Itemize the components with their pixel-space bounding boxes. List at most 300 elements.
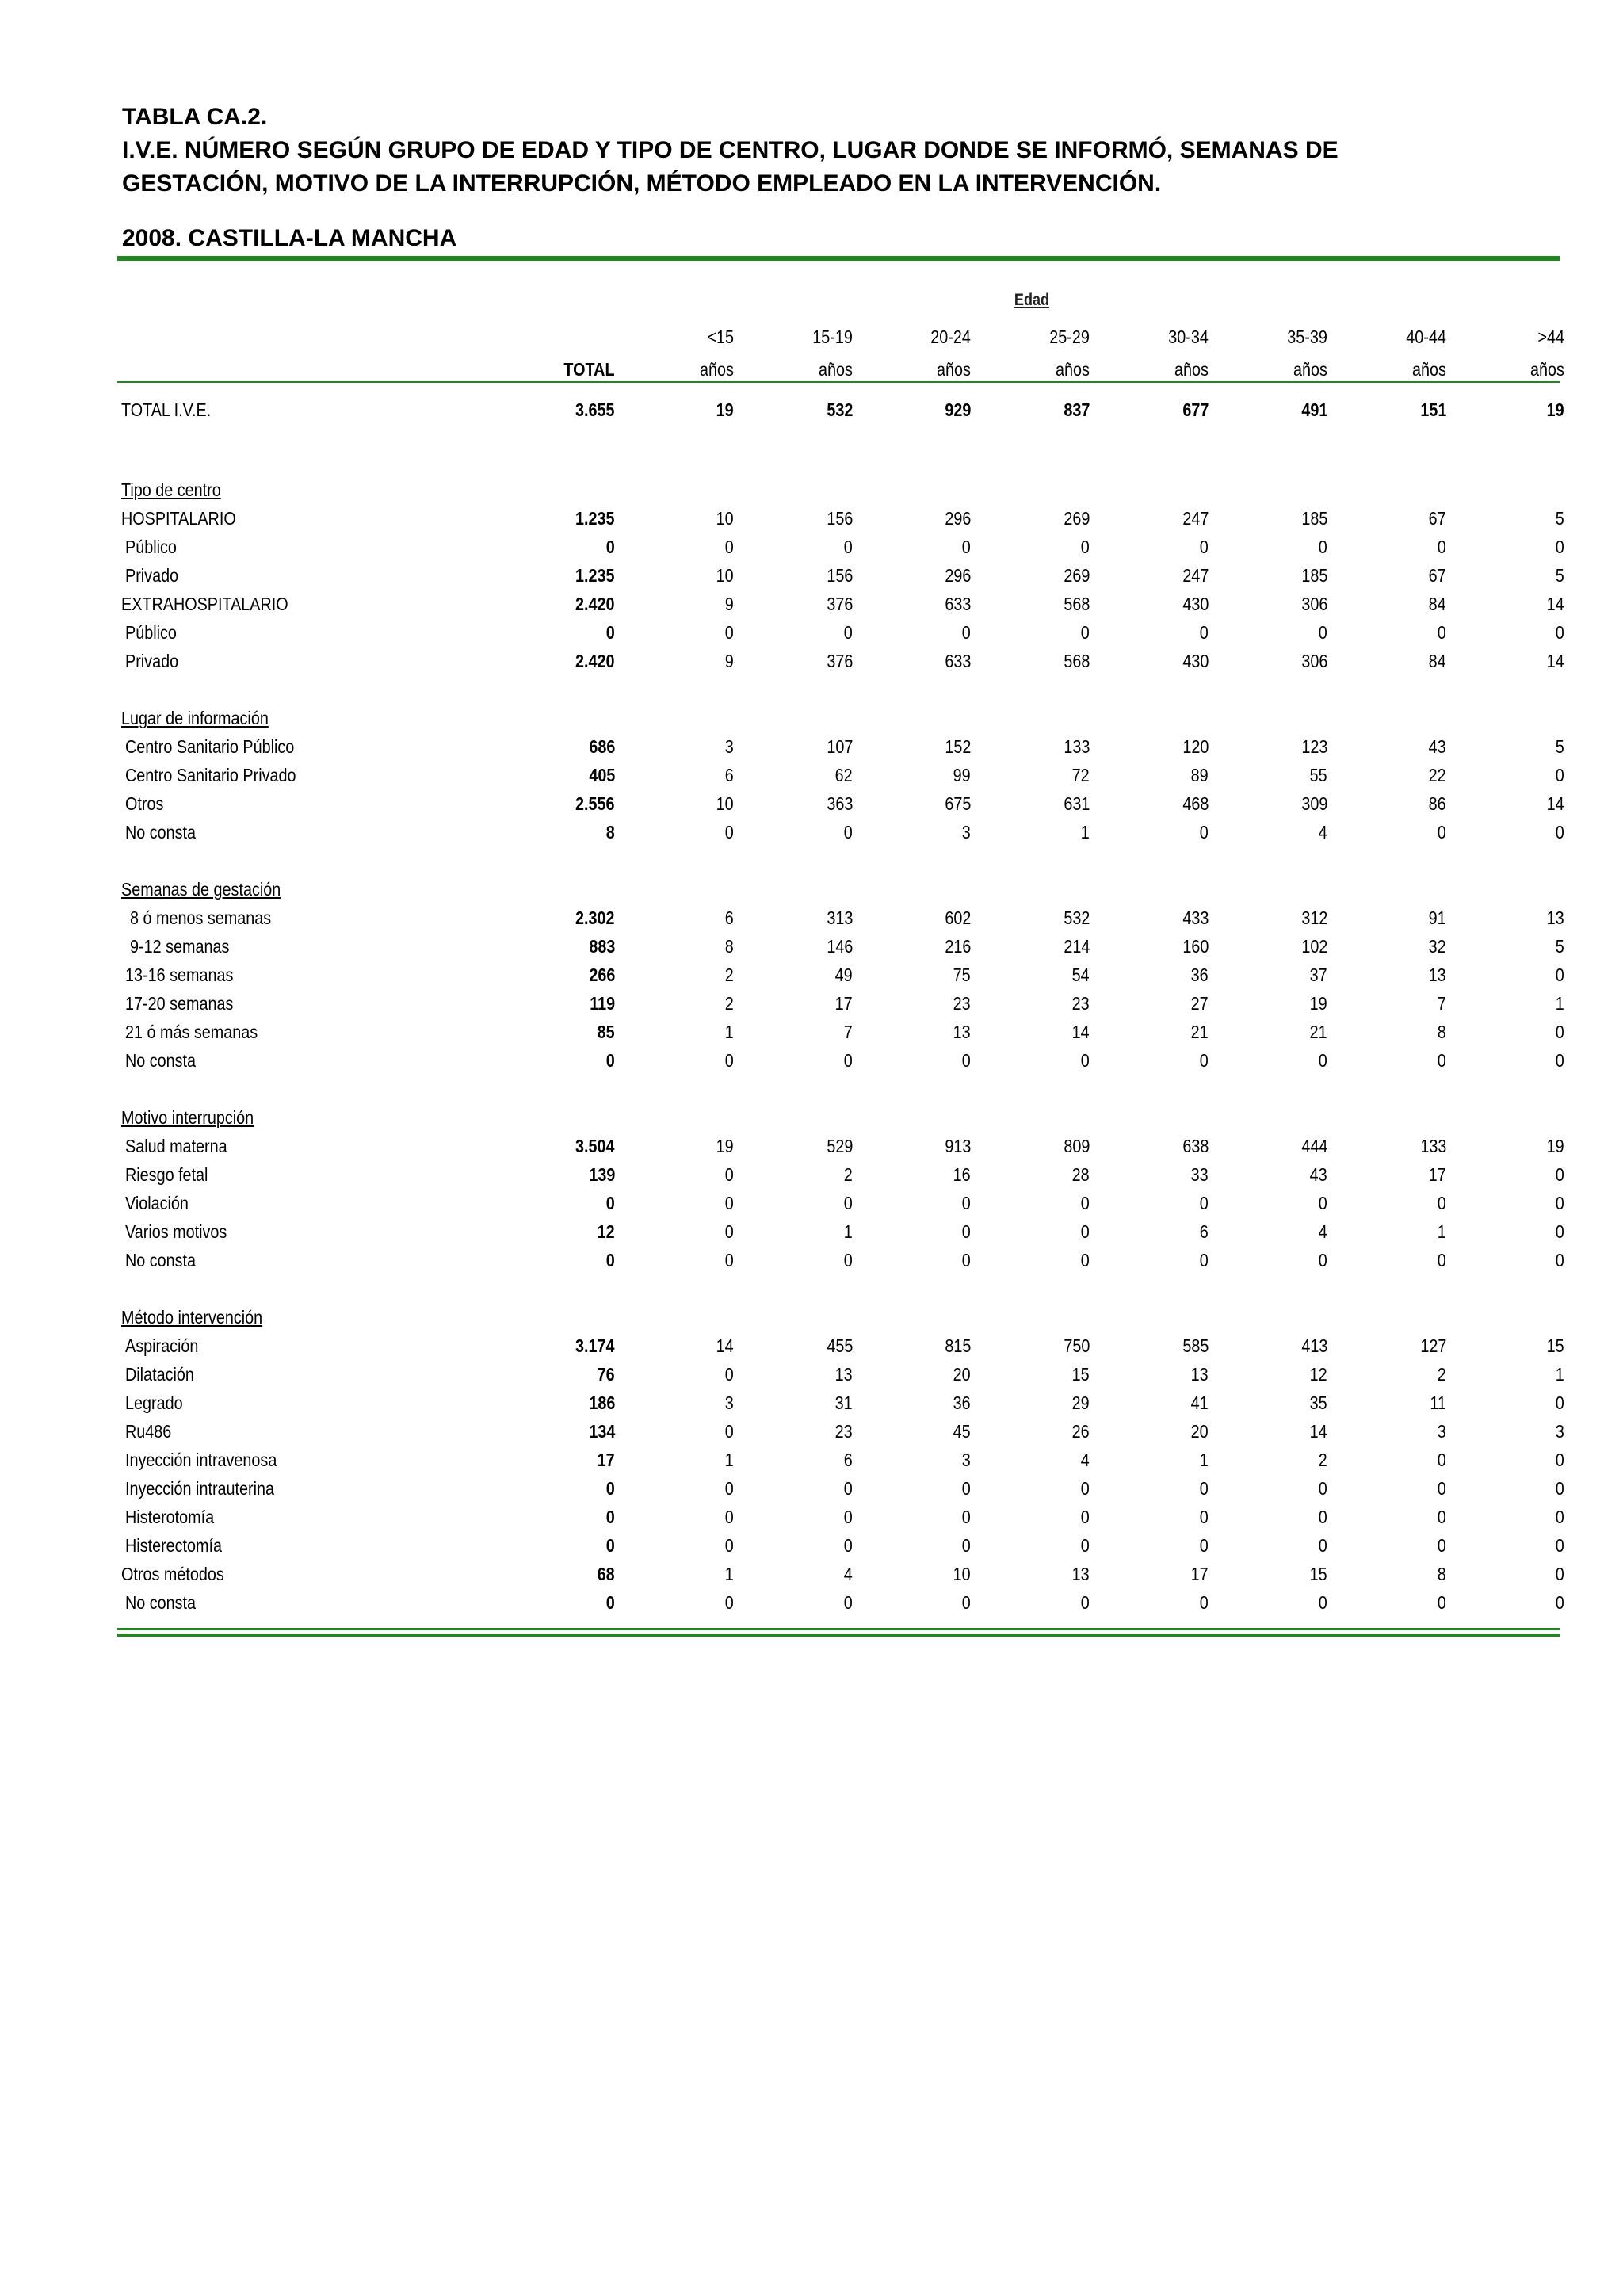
table-cell: 2 xyxy=(724,965,734,985)
table-cell: 0 xyxy=(1437,1507,1446,1527)
table-cell: 37 xyxy=(1309,965,1327,985)
row-label: Centro Sanitario Privado xyxy=(125,765,296,785)
table-cell: 29 xyxy=(1071,1392,1090,1413)
table-cell: 309 xyxy=(1300,793,1327,814)
table-cell: 160 xyxy=(1182,936,1209,957)
table-cell: 0 xyxy=(1437,1193,1446,1213)
table-cell: 0 xyxy=(1318,1592,1327,1613)
table-cell: 1 xyxy=(724,1450,734,1470)
table-cell: 14 xyxy=(1071,1022,1090,1042)
table-cell: 0 xyxy=(1080,1250,1090,1270)
table-cell: 19 xyxy=(1546,399,1564,420)
age-group-label: 30-34 xyxy=(1168,327,1209,347)
table-cell: 156 xyxy=(826,565,853,586)
table-cell: 21 xyxy=(1309,1022,1327,1042)
table-cell: 296 xyxy=(944,508,971,529)
table-cell: 0 xyxy=(1080,537,1090,557)
table-cell: 247 xyxy=(1182,508,1209,529)
table-cell: 0 xyxy=(1318,622,1327,643)
table-cell: 1 xyxy=(724,1564,734,1584)
year-region-subtitle: 2008. CASTILLA-LA MANCHA xyxy=(122,225,457,251)
table-cell: 532 xyxy=(1063,907,1090,928)
table-cell: 0 xyxy=(1437,537,1446,557)
table-cell: 0 xyxy=(1555,1221,1564,1242)
table-cell: 1 xyxy=(843,1221,853,1242)
table-cell: 0 xyxy=(1555,1050,1564,1071)
table-cell: 10 xyxy=(716,565,734,586)
table-cell: 156 xyxy=(826,508,853,529)
table-cell: 3 xyxy=(961,1450,971,1470)
table-cell: 0 xyxy=(1318,1050,1327,1071)
row-label: Privado xyxy=(125,651,179,671)
table-cell: 32 xyxy=(1428,936,1446,957)
table-cell: 67 xyxy=(1428,508,1446,529)
table-cell: 306 xyxy=(1300,594,1327,614)
table-cell: 0 xyxy=(1199,1250,1209,1270)
table-cell: 0 xyxy=(724,1507,734,1527)
table-cell: 19 xyxy=(716,399,734,420)
table-cell: 84 xyxy=(1428,651,1446,671)
table-cell: 6 xyxy=(724,907,734,928)
table-cell: 8 xyxy=(1437,1564,1446,1584)
table-cell: 296 xyxy=(944,565,971,586)
table-cell: 0 xyxy=(1080,1193,1090,1213)
table-cell: 444 xyxy=(1300,1136,1327,1156)
table-cell: 0 xyxy=(1555,1535,1564,1556)
age-unit-label: años xyxy=(819,359,853,380)
table-title-line-1: I.V.E. NÚMERO SEGÚN GRUPO DE EDAD Y TIPO DE CENTRO, LUGAR DONDE SE INFORMÓ, SEMANAS DE xyxy=(122,137,1338,163)
row-total-cell: 3.174 xyxy=(575,1335,615,1356)
table-cell: 21 xyxy=(1190,1022,1209,1042)
row-label: Público xyxy=(125,537,177,557)
table-cell: 0 xyxy=(843,537,853,557)
table-cell: 3 xyxy=(724,1392,734,1413)
table-cell: 13 xyxy=(1071,1564,1090,1584)
row-total-cell: 0 xyxy=(605,1592,615,1613)
table-cell: 43 xyxy=(1428,736,1446,757)
row-total-cell: 0 xyxy=(605,1507,615,1527)
row-label: Riesgo fetal xyxy=(125,1164,208,1185)
table-cell: 0 xyxy=(724,1421,734,1442)
table-cell: 0 xyxy=(843,1250,853,1270)
table-cell: 929 xyxy=(944,399,971,420)
table-cell: 0 xyxy=(1318,1193,1327,1213)
table-cell: 0 xyxy=(724,622,734,643)
row-total-cell: 68 xyxy=(597,1564,615,1584)
row-label: 13-16 semanas xyxy=(125,965,234,985)
table-cell: 133 xyxy=(1063,736,1090,757)
table-cell: 0 xyxy=(724,1250,734,1270)
row-label: Otros métodos xyxy=(121,1564,224,1584)
table-cell: 0 xyxy=(1555,1478,1564,1499)
table-cell: 13 xyxy=(1428,965,1446,985)
table-cell: 0 xyxy=(1199,1193,1209,1213)
table-cell: 4 xyxy=(843,1564,853,1584)
table-cell: 36 xyxy=(1190,965,1209,985)
table-cell: 0 xyxy=(1555,1592,1564,1613)
table-cell: 15 xyxy=(1071,1364,1090,1385)
table-cell: 17 xyxy=(1190,1564,1209,1584)
table-cell: 376 xyxy=(826,651,853,671)
table-cell: 0 xyxy=(1199,1478,1209,1499)
table-cell: 430 xyxy=(1182,594,1209,614)
table-cell: 20 xyxy=(953,1364,971,1385)
section-heading: Motivo interrupción xyxy=(121,1107,254,1128)
age-group-header: Edad xyxy=(1014,291,1050,309)
table-cell: 0 xyxy=(1199,1507,1209,1527)
row-label: Público xyxy=(125,622,177,643)
table-cell: 0 xyxy=(961,622,971,643)
table-cell: 0 xyxy=(843,1507,853,1527)
table-cell: 0 xyxy=(1318,1478,1327,1499)
table-cell: 0 xyxy=(724,1535,734,1556)
table-cell: 0 xyxy=(1437,1250,1446,1270)
table-cell: 313 xyxy=(826,907,853,928)
row-total-cell: 2.420 xyxy=(575,594,615,614)
table-cell: 151 xyxy=(1419,399,1446,420)
table-cell: 19 xyxy=(1309,993,1327,1014)
table-cell: 0 xyxy=(961,1478,971,1499)
table-cell: 0 xyxy=(1555,822,1564,842)
age-unit-label: años xyxy=(1530,359,1564,380)
row-total-cell: 12 xyxy=(597,1221,615,1242)
row-label: Ru486 xyxy=(125,1421,172,1442)
table-cell: 13 xyxy=(1546,907,1564,928)
table-cell: 7 xyxy=(1437,993,1446,1014)
table-cell: 22 xyxy=(1428,765,1446,785)
row-label: Legrado xyxy=(125,1392,183,1413)
table-cell: 3 xyxy=(1437,1421,1446,1442)
age-group-label: 25-29 xyxy=(1049,327,1090,347)
bottom-rule xyxy=(117,1628,1560,1630)
table-cell: 455 xyxy=(826,1335,853,1356)
row-total-cell: 1.235 xyxy=(575,508,615,529)
age-unit-label: años xyxy=(937,359,971,380)
table-cell: 677 xyxy=(1182,399,1209,420)
table-cell: 67 xyxy=(1428,565,1446,586)
table-cell: 75 xyxy=(953,965,971,985)
table-cell: 0 xyxy=(1437,622,1446,643)
row-total-cell: 0 xyxy=(605,1478,615,1499)
table-cell: 532 xyxy=(826,399,853,420)
table-cell: 185 xyxy=(1300,565,1327,586)
row-label: 21 ó más semanas xyxy=(125,1022,258,1042)
table-cell: 585 xyxy=(1182,1335,1209,1356)
header-rule xyxy=(117,381,1560,383)
table-cell: 26 xyxy=(1071,1421,1090,1442)
table-cell: 31 xyxy=(834,1392,853,1413)
row-label: EXTRAHOSPITALARIO xyxy=(121,594,288,614)
row-label: Dilatación xyxy=(125,1364,194,1385)
table-cell: 0 xyxy=(724,1193,734,1213)
table-cell: 41 xyxy=(1190,1392,1209,1413)
table-cell: 0 xyxy=(724,1592,734,1613)
table-cell: 3 xyxy=(961,822,971,842)
table-cell: 33 xyxy=(1190,1164,1209,1185)
table-cell: 0 xyxy=(1437,1050,1446,1071)
section-heading: Tipo de centro xyxy=(121,479,221,500)
table-cell: 0 xyxy=(1199,1050,1209,1071)
age-unit-label: años xyxy=(700,359,734,380)
row-total-cell: 1.235 xyxy=(575,565,615,586)
table-cell: 1 xyxy=(1199,1450,1209,1470)
table-cell: 0 xyxy=(724,822,734,842)
table-cell: 433 xyxy=(1182,907,1209,928)
section-heading: Semanas de gestación xyxy=(121,879,281,900)
table-cell: 0 xyxy=(724,537,734,557)
table-cell: 16 xyxy=(953,1164,971,1185)
table-cell: 0 xyxy=(1080,1507,1090,1527)
row-total-cell: 405 xyxy=(588,765,615,785)
table-cell: 20 xyxy=(1190,1421,1209,1442)
row-total-cell: 119 xyxy=(590,993,615,1014)
table-cell: 1 xyxy=(1080,822,1090,842)
table-cell: 0 xyxy=(1199,1592,1209,1613)
table-cell: 15 xyxy=(1546,1335,1564,1356)
table-cell: 14 xyxy=(1546,793,1564,814)
table-cell: 13 xyxy=(1190,1364,1209,1385)
table-cell: 0 xyxy=(1199,1535,1209,1556)
table-cell: 4 xyxy=(1080,1450,1090,1470)
table-cell: 55 xyxy=(1309,765,1327,785)
table-cell: 5 xyxy=(1555,508,1564,529)
table-cell: 35 xyxy=(1309,1392,1327,1413)
row-total-cell: 0 xyxy=(605,1193,615,1213)
table-cell: 568 xyxy=(1063,594,1090,614)
table-cell: 2 xyxy=(724,993,734,1014)
row-total-cell: 139 xyxy=(588,1164,615,1185)
table-cell: 913 xyxy=(944,1136,971,1156)
age-group-label: 40-44 xyxy=(1406,327,1446,347)
table-cell: 84 xyxy=(1428,594,1446,614)
table-cell: 146 xyxy=(826,936,853,957)
table-cell: 13 xyxy=(834,1364,853,1385)
row-label: Inyección intrauterina xyxy=(125,1478,275,1499)
table-cell: 0 xyxy=(1080,622,1090,643)
age-group-label: <15 xyxy=(707,327,734,347)
table-cell: 0 xyxy=(1437,1592,1446,1613)
table-cell: 0 xyxy=(1555,1450,1564,1470)
table-number: TABLA CA.2. xyxy=(122,104,268,130)
row-total-cell: 0 xyxy=(605,1050,615,1071)
table-cell: 247 xyxy=(1182,565,1209,586)
table-cell: 0 xyxy=(961,1250,971,1270)
age-unit-label: años xyxy=(1412,359,1446,380)
table-cell: 0 xyxy=(1199,622,1209,643)
table-cell: 0 xyxy=(1318,1507,1327,1527)
table-cell: 0 xyxy=(1318,537,1327,557)
table-cell: 312 xyxy=(1300,907,1327,928)
table-cell: 0 xyxy=(1555,1193,1564,1213)
table-cell: 54 xyxy=(1071,965,1090,985)
table-cell: 89 xyxy=(1190,765,1209,785)
row-label: Privado xyxy=(125,565,179,586)
table-cell: 127 xyxy=(1419,1335,1446,1356)
table-cell: 269 xyxy=(1063,565,1090,586)
table-cell: 0 xyxy=(1437,1535,1446,1556)
table-cell: 376 xyxy=(826,594,853,614)
table-title-line-2: GESTACIÓN, MOTIVO DE LA INTERRUPCIÓN, MÉTODO EMPLEADO EN LA INTERVENCIÓN. xyxy=(122,170,1162,197)
row-label: Varios motivos xyxy=(125,1221,227,1242)
table-cell: 0 xyxy=(961,1050,971,1071)
table-cell: 0 xyxy=(1080,1535,1090,1556)
table-cell: 19 xyxy=(716,1136,734,1156)
table-cell: 675 xyxy=(944,793,971,814)
table-cell: 0 xyxy=(1080,1592,1090,1613)
table-cell: 568 xyxy=(1063,651,1090,671)
section-heading: Método intervención xyxy=(121,1307,263,1328)
table-cell: 837 xyxy=(1063,399,1090,420)
table-cell: 28 xyxy=(1071,1164,1090,1185)
row-label: No consta xyxy=(125,1592,197,1613)
row-label: HOSPITALARIO xyxy=(121,508,236,529)
age-group-label: >44 xyxy=(1537,327,1564,347)
table-cell: 120 xyxy=(1182,736,1209,757)
table-cell: 633 xyxy=(944,594,971,614)
table-cell: 809 xyxy=(1063,1136,1090,1156)
table-cell: 133 xyxy=(1419,1136,1446,1156)
row-label: No consta xyxy=(125,822,197,842)
table-cell: 5 xyxy=(1555,565,1564,586)
table-cell: 185 xyxy=(1300,508,1327,529)
row-label: Otros xyxy=(125,793,164,814)
row-total-cell: 85 xyxy=(597,1022,615,1042)
table-cell: 0 xyxy=(843,1592,853,1613)
row-label: 17-20 semanas xyxy=(125,993,234,1014)
age-unit-label: años xyxy=(1293,359,1327,380)
table-cell: 10 xyxy=(953,1564,971,1584)
table-cell: 27 xyxy=(1190,993,1209,1014)
total-row-label: TOTAL I.V.E. xyxy=(121,399,212,420)
table-cell: 17 xyxy=(1428,1164,1446,1185)
table-cell: 638 xyxy=(1182,1136,1209,1156)
table-cell: 306 xyxy=(1300,651,1327,671)
table-cell: 0 xyxy=(961,1535,971,1556)
table-cell: 2 xyxy=(1318,1450,1327,1470)
table-cell: 0 xyxy=(961,1507,971,1527)
row-label: 9-12 semanas xyxy=(130,936,230,957)
age-group-label: 15-19 xyxy=(812,327,853,347)
section-heading: Lugar de información xyxy=(121,708,269,728)
table-cell: 0 xyxy=(1555,537,1564,557)
table-cell: 12 xyxy=(1309,1364,1327,1385)
table-cell: 45 xyxy=(953,1421,971,1442)
table-cell: 0 xyxy=(961,1221,971,1242)
table-cell: 4 xyxy=(1318,822,1327,842)
table-cell: 216 xyxy=(944,936,971,957)
table-cell: 17 xyxy=(834,993,853,1014)
row-total-cell: 3.504 xyxy=(575,1136,615,1156)
table-cell: 430 xyxy=(1182,651,1209,671)
row-total-cell: 0 xyxy=(605,1250,615,1270)
row-total-cell: 0 xyxy=(605,1535,615,1556)
table-cell: 0 xyxy=(843,1535,853,1556)
row-total-cell: 17 xyxy=(597,1450,615,1470)
row-label: Violación xyxy=(125,1193,189,1213)
row-total-cell: 8 xyxy=(605,822,615,842)
table-cell: 750 xyxy=(1063,1335,1090,1356)
table-cell: 9 xyxy=(724,594,734,614)
table-cell: 13 xyxy=(953,1022,971,1042)
table-cell: 0 xyxy=(1555,622,1564,643)
table-cell: 0 xyxy=(1080,1221,1090,1242)
row-total-cell: 76 xyxy=(597,1364,615,1385)
table-cell: 1 xyxy=(1437,1221,1446,1242)
table-cell: 3 xyxy=(724,736,734,757)
table-cell: 99 xyxy=(953,765,971,785)
table-cell: 631 xyxy=(1063,793,1090,814)
table-cell: 7 xyxy=(843,1022,853,1042)
table-cell: 269 xyxy=(1063,508,1090,529)
row-total-cell: 2.302 xyxy=(575,907,615,928)
table-cell: 8 xyxy=(1437,1022,1446,1042)
table-cell: 0 xyxy=(724,1050,734,1071)
table-cell: 107 xyxy=(826,736,853,757)
row-label: Centro Sanitario Público xyxy=(125,736,295,757)
table-cell: 14 xyxy=(1546,651,1564,671)
row-total-cell: 186 xyxy=(588,1392,615,1413)
table-cell: 0 xyxy=(1199,537,1209,557)
age-unit-label: años xyxy=(1056,359,1090,380)
table-cell: 2 xyxy=(843,1164,853,1185)
row-label: 8 ó menos semanas xyxy=(130,907,272,928)
table-cell: 0 xyxy=(961,1592,971,1613)
row-total-cell: 2.556 xyxy=(575,793,615,814)
table-cell: 0 xyxy=(843,1193,853,1213)
table-cell: 0 xyxy=(1555,965,1564,985)
age-unit-label: años xyxy=(1174,359,1209,380)
table-cell: 0 xyxy=(1080,1478,1090,1499)
table-cell: 0 xyxy=(1437,1450,1446,1470)
table-cell: 0 xyxy=(1555,1564,1564,1584)
table-cell: 36 xyxy=(953,1392,971,1413)
table-cell: 0 xyxy=(1437,1478,1446,1499)
table-cell: 2 xyxy=(1437,1364,1446,1385)
table-cell: 413 xyxy=(1300,1335,1327,1356)
table-cell: 0 xyxy=(1318,1250,1327,1270)
table-cell: 0 xyxy=(1555,1022,1564,1042)
row-label: Histerotomía xyxy=(125,1507,215,1527)
table-cell: 152 xyxy=(944,736,971,757)
row-label: Inyección intravenosa xyxy=(125,1450,277,1470)
table-cell: 23 xyxy=(1071,993,1090,1014)
row-label: Salud materna xyxy=(125,1136,227,1156)
table-cell: 0 xyxy=(1437,822,1446,842)
table-cell: 1 xyxy=(724,1022,734,1042)
table-cell: 0 xyxy=(961,537,971,557)
table-cell: 0 xyxy=(1555,1392,1564,1413)
table-cell: 214 xyxy=(1063,936,1090,957)
table-cell: 8 xyxy=(724,936,734,957)
table-cell: 0 xyxy=(843,622,853,643)
table-cell: 602 xyxy=(944,907,971,928)
table-cell: 815 xyxy=(944,1335,971,1356)
table-cell: 1 xyxy=(1555,993,1564,1014)
age-group-label: 35-39 xyxy=(1287,327,1327,347)
table-cell: 1 xyxy=(1555,1364,1564,1385)
row-label: Histerectomía xyxy=(125,1535,223,1556)
table-cell: 0 xyxy=(843,822,853,842)
table-cell: 5 xyxy=(1555,936,1564,957)
table-cell: 6 xyxy=(724,765,734,785)
table-cell: 23 xyxy=(953,993,971,1014)
table-cell: 9 xyxy=(724,651,734,671)
table-cell: 0 xyxy=(1318,1535,1327,1556)
bottom-rule-double xyxy=(117,1634,1560,1637)
row-total-cell: 0 xyxy=(605,537,615,557)
table-cell: 15 xyxy=(1309,1564,1327,1584)
table-cell: 102 xyxy=(1300,936,1327,957)
